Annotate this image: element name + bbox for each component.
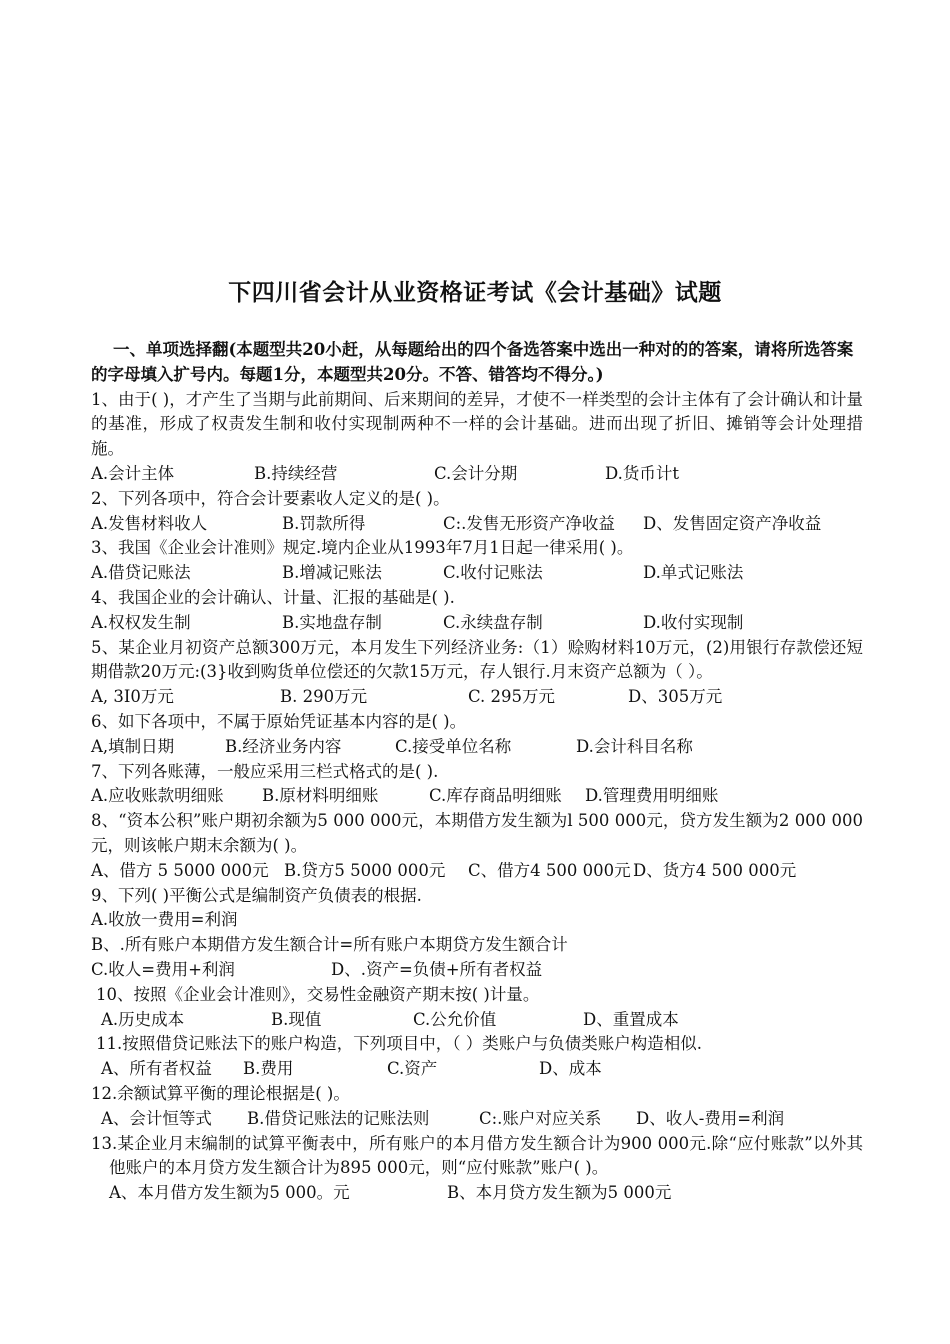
option-b: B. 290万元 xyxy=(280,687,368,707)
question-3-options xyxy=(91,561,863,586)
question-4-stem: 4、我国企业的会计确认、计量、汇报的基础是( ). xyxy=(91,587,455,607)
question-8-stem: 8、“资本公积”账户期初余额为5 000 000元，本期借方发生额为l 500 000元，贷方发生额为2 000 000元，则该帐户期末余额为( )。 xyxy=(91,811,863,855)
option-c: C、借方4 500 000元 xyxy=(468,860,631,880)
option-b: B.罚款所得 xyxy=(282,513,366,533)
question-5-options xyxy=(91,685,863,710)
option-c: C.库存商品明细账 xyxy=(429,786,562,806)
question-10-options xyxy=(91,1008,863,1033)
option-d: D、重置成本 xyxy=(583,1009,679,1029)
option-d: D、.资产=负债+所有者权益 xyxy=(331,959,543,979)
option-c: C.接受单位名称 xyxy=(395,736,512,756)
option-d: D.收付实现制 xyxy=(643,612,744,632)
option-d: D.货币计t xyxy=(605,463,680,483)
option-b: B.原材料明细账 xyxy=(262,786,379,806)
question-6-options xyxy=(91,735,863,760)
question-4-options xyxy=(91,611,863,636)
option-c: C.会计分期 xyxy=(434,463,518,483)
exam-body xyxy=(91,338,863,1206)
option-d: D、发售固定资产净收益 xyxy=(643,513,822,533)
option-b: B、本月贷方发生额为5 000元 xyxy=(447,1183,672,1203)
option-a: A.借贷记账法 xyxy=(91,563,191,583)
section-heading: 一、单项选择翻(本题型共20小赶，从每题给出的四个备选答案中选出一种对的的答案，请将所选答案的字母填入扩号内。每题1分，本题型共20分。不答、错答均不得分。) xyxy=(91,340,854,384)
option-d: D.管理费用明细账 xyxy=(585,786,719,806)
option-c: C.收付记账法 xyxy=(443,563,543,583)
question-9-option-a: A.收放一费用=利润 xyxy=(91,910,238,930)
option-b: B.现值 xyxy=(271,1009,322,1029)
page-title: 下四川省会计从业资格证考试《会计基础》试题 xyxy=(228,279,722,306)
option-c: C.资产 xyxy=(387,1059,438,1079)
option-a: A,填制日期 xyxy=(91,736,175,756)
option-b: B.增减记账法 xyxy=(282,563,382,583)
option-a: A.应收账款明细账 xyxy=(91,786,224,806)
question-12-stem: 12.余额试算平衡的理论根据是( )。 xyxy=(91,1083,350,1103)
question-11-stem: 11.按照借贷记账法下的账户构造，下列项目中，（ ）类账户与负债类账户构造相似. xyxy=(96,1034,702,1054)
option-a: A、借方 5 5000 000元 xyxy=(91,860,269,880)
question-7-options xyxy=(91,784,863,809)
question-2-options xyxy=(91,512,863,537)
option-a: A.历史成本 xyxy=(101,1009,185,1029)
question-10-stem: 10、按照《企业会计准则》，交易性金融资产期末按( )计量。 xyxy=(96,984,540,1004)
option-b: B.借贷记账法的记账法则 xyxy=(247,1108,430,1128)
option-a: A.会计主体 xyxy=(91,463,175,483)
option-a: A, 3I0万元 xyxy=(91,687,174,707)
option-b: B.实地盘存制 xyxy=(282,612,382,632)
option-d: D.单式记账法 xyxy=(643,563,744,583)
question-12-options xyxy=(91,1107,863,1132)
option-c: C.公允价值 xyxy=(413,1009,497,1029)
option-a: A、所有者权益 xyxy=(101,1059,212,1079)
option-a: A、会计恒等式 xyxy=(101,1108,212,1128)
question-6-stem: 6、如下各项中，不属于原始凭证基本内容的是( )。 xyxy=(91,711,467,731)
question-9-option-b: B、.所有账户本期借方发生额合计=所有账户本期贷方发生额合计 xyxy=(91,935,568,955)
option-c: C.永续盘存制 xyxy=(443,612,543,632)
question-13-stem: 13.某企业月末编制的试算平衡表中，所有账户的本月借方发生额合计为900 000元.除“应付账款”以外其他账户的本月贷方发生额合计为895 000元，则“应付账款”账户( )。 xyxy=(91,1133,863,1178)
option-c: C:.发售无形资产净收益 xyxy=(443,513,615,533)
option-b: B.持续经营 xyxy=(254,463,338,483)
option-d: D、收人-费用=利润 xyxy=(636,1108,785,1128)
question-9-options-cd xyxy=(91,958,863,983)
question-9-stem: 9、下列( )平衡公式是编制资产负债表的根据. xyxy=(91,885,422,905)
question-5-stem: 5、某企业月初资产总额300万元，本月发生下列经济业务:（1）赊购材料10万元，(2)用银行存款偿还短期借款20万元:(3}收到购货单位偿还的欠款15万元，存人银行.月末资产总额为（ ）。 xyxy=(91,637,863,682)
option-a: A.发售材料收人 xyxy=(91,513,208,533)
option-d: D.会计科目名称 xyxy=(576,736,693,756)
option-b: B.贷方5 5000 000元 xyxy=(284,860,446,880)
option-a: A、本月借方发生额为5 000。元 xyxy=(109,1183,350,1203)
option-d: D、305万元 xyxy=(628,687,723,707)
question-7-stem: 7、下列各账薄，一般应采用三栏式格式的是( ). xyxy=(91,761,439,781)
option-c: C.收人=费用+利润 xyxy=(91,959,235,979)
question-2-stem: 2、下列各项中，符合会计要素收人定义的是( )。 xyxy=(91,488,450,508)
option-c: C:.账户对应关系 xyxy=(479,1108,602,1128)
option-b: B.费用 xyxy=(243,1059,294,1079)
question-3-stem: 3、我国《企业会计准则》规定.境内企业从1993年7月1日起一律采用( )。 xyxy=(91,538,634,558)
option-a: A.权权发生制 xyxy=(91,612,191,632)
question-1-options xyxy=(91,462,863,487)
option-b: B.经济业务内容 xyxy=(225,736,342,756)
question-1-stem: 1、由于( )，才产生了当期与此前期间、后来期间的差异，才使不一样类型的会计主体有了会计确认和计量的基准，形成了权责发生制和收付实现制两种不一样的会计基础。进而出现了折旧、摊销等会计处理措施。 xyxy=(91,389,863,459)
option-d: D、成本 xyxy=(539,1059,602,1079)
question-13-options xyxy=(91,1181,863,1206)
option-c: C. 295万元 xyxy=(468,687,556,707)
option-d: D、货方4 500 000元 xyxy=(633,860,797,880)
question-8-options xyxy=(91,859,863,884)
question-11-options xyxy=(91,1057,863,1082)
